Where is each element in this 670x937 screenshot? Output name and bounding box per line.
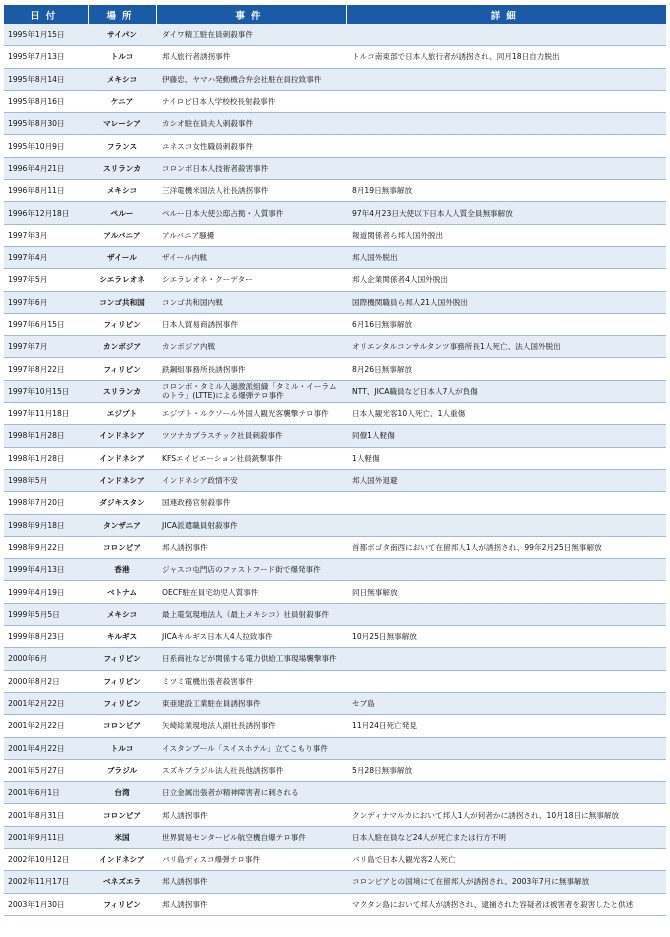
cell-detail	[346, 24, 666, 46]
cell-place: キルギス	[88, 626, 156, 648]
cell-event: カシオ駐在員夫人刺殺事件	[156, 113, 346, 135]
cell-detail: 報道関係者ら邦人国外脱出	[346, 224, 666, 246]
cell-event: ナイロビ日本人学校校長射殺事件	[156, 90, 346, 112]
cell-date: 1996年8月11日	[4, 180, 88, 202]
cell-event: バリ島ディスコ爆弾テロ事件	[156, 848, 346, 870]
cell-detail: オリエンタルコンサルタンツ事務所長1人死亡、法人国外脱出	[346, 336, 666, 358]
cell-event: ミツミ電機出張者殺害事件	[156, 670, 346, 692]
cell-date: 1997年11月18日	[4, 403, 88, 425]
cell-detail: 97年4月23日大使以下日本人人質全員無事解放	[346, 202, 666, 224]
cell-event: カンボジア内戦	[156, 336, 346, 358]
cell-event: コンゴ共和国内戦	[156, 291, 346, 313]
cell-event: ダイワ精工駐在員刺殺事件	[156, 24, 346, 46]
table-row	[4, 782, 666, 804]
cell-event: エジプト・ルクソール外国人観光客襲撃テロ事件	[156, 403, 346, 425]
table-row	[4, 135, 666, 157]
table-row	[4, 313, 666, 335]
cell-detail: 1人軽傷	[346, 447, 666, 469]
cell-event: 鉄鋼組事務所長誘拐事件	[156, 358, 346, 380]
table-row	[4, 425, 666, 447]
cell-date: 1999年4月19日	[4, 581, 88, 603]
cell-detail: 8月19日無事解放	[346, 180, 666, 202]
table-row	[4, 291, 666, 313]
table-row	[4, 157, 666, 179]
cell-event: ペルー日本大使公邸占拠・人質事件	[156, 202, 346, 224]
cell-event: ザイール内戦	[156, 246, 346, 268]
cell-place: ダジキスタン	[88, 492, 156, 514]
cell-detail: 8月26日無事解放	[346, 358, 666, 380]
cell-place: ザイール	[88, 246, 156, 268]
cell-date: 2003年1月30日	[4, 893, 88, 915]
cell-detail	[346, 648, 666, 670]
table-row	[4, 692, 666, 714]
cell-event: 日系商社などが関係する電力供給工事現場襲撃事件	[156, 648, 346, 670]
cell-detail: 5月28日無事解放	[346, 759, 666, 781]
cell-date: 2002年10月12日	[4, 848, 88, 870]
cell-detail: 邦人国外退避	[346, 469, 666, 491]
cell-date: 2002年11月17日	[4, 871, 88, 893]
cell-date: 1999年4月13日	[4, 559, 88, 581]
cell-place: サイパン	[88, 24, 156, 46]
cell-date: 1999年5月5日	[4, 603, 88, 625]
cell-date: 1995年8月14日	[4, 68, 88, 90]
cell-detail	[346, 559, 666, 581]
cell-detail: 11月24日死亡発見	[346, 715, 666, 737]
cell-date: 1999年8月23日	[4, 626, 88, 648]
cell-event: 邦人誘拐事件	[156, 536, 346, 558]
cell-place: アルバニア	[88, 224, 156, 246]
cell-detail: トルコ南東部で日本人旅行者が誘拐され、同月18日自力脱出	[346, 46, 666, 68]
cell-date: 1998年9月18日	[4, 514, 88, 536]
cell-date: 2000年8月2日	[4, 670, 88, 692]
cell-detail: 10月25日無事解放	[346, 626, 666, 648]
cell-detail	[346, 157, 666, 179]
cell-date: 1995年10月9日	[4, 135, 88, 157]
cell-date: 2001年9月11日	[4, 826, 88, 848]
cell-date: 1995年8月30日	[4, 113, 88, 135]
cell-detail	[346, 113, 666, 135]
table-row	[4, 871, 666, 893]
cell-event: ジャスコ屯門店のファストフード街で爆発事件	[156, 559, 346, 581]
cell-event: 日本人貿易商誘拐事件	[156, 313, 346, 335]
cell-place: メキシコ	[88, 68, 156, 90]
cell-date: 2001年2月22日	[4, 692, 88, 714]
table-row	[4, 269, 666, 291]
cell-date: 1997年4月	[4, 246, 88, 268]
cell-date: 1997年8月22日	[4, 358, 88, 380]
cell-place: トルコ	[88, 46, 156, 68]
cell-place: インドネシア	[88, 848, 156, 870]
table-row	[4, 403, 666, 425]
cell-place: シエラレオネ	[88, 269, 156, 291]
cell-detail	[346, 90, 666, 112]
cell-detail: セブ島	[346, 692, 666, 714]
table-row	[4, 715, 666, 737]
header-row	[4, 5, 666, 24]
cell-date: 1997年5月	[4, 269, 88, 291]
cell-detail: クンディナマルカにおいて邦人1人が何者かに誘拐され、10月18日に無事解放	[346, 804, 666, 826]
table-row	[4, 90, 666, 112]
cell-place: フィリピン	[88, 358, 156, 380]
cell-event: 矢崎総業現地法人副社長誘拐事件	[156, 715, 346, 737]
cell-event: 邦人誘拐事件	[156, 871, 346, 893]
header-date: 日付	[4, 5, 88, 24]
cell-detail: 国際機関職員ら邦人21人国外脱出	[346, 291, 666, 313]
table-body	[4, 24, 666, 915]
cell-place: フィリピン	[88, 648, 156, 670]
cell-event: 邦人旅行者誘拐事件	[156, 46, 346, 68]
table-row	[4, 202, 666, 224]
cell-date: 1998年1月28日	[4, 447, 88, 469]
cell-place: ベネズエラ	[88, 871, 156, 893]
incident-table	[4, 5, 666, 916]
cell-event: 日立金属出張者が精神障害者に刺される	[156, 782, 346, 804]
cell-place: ブラジル	[88, 759, 156, 781]
cell-event: ツツナカプラスチック社員刺殺事件	[156, 425, 346, 447]
table-row	[4, 246, 666, 268]
cell-date: 2000年6月	[4, 648, 88, 670]
cell-event: JICA派遣職員射殺事件	[156, 514, 346, 536]
cell-event: スズキブラジル法人社長他誘拐事件	[156, 759, 346, 781]
table-row	[4, 626, 666, 648]
table-row	[4, 336, 666, 358]
cell-event: 東亜建設工業駐在員誘拐事件	[156, 692, 346, 714]
cell-detail	[346, 514, 666, 536]
cell-event: 邦人誘拐事件	[156, 804, 346, 826]
cell-detail: 同日無事解放	[346, 581, 666, 603]
table-row	[4, 68, 666, 90]
cell-date: 1997年3月	[4, 224, 88, 246]
table-row	[4, 581, 666, 603]
cell-date: 1996年12月18日	[4, 202, 88, 224]
cell-detail: 首都ボゴタ南西において在留邦人1人が誘拐され、99年2月25日無事解放	[346, 536, 666, 558]
cell-place: コロンビア	[88, 804, 156, 826]
table-row	[4, 893, 666, 915]
cell-place: コロンビア	[88, 715, 156, 737]
cell-detail: マクタン島において邦人が誘拐され、逮捕された容疑者は被害者を殺害したと供述	[346, 893, 666, 915]
cell-place: メキシコ	[88, 180, 156, 202]
cell-date: 1997年10月15日	[4, 380, 88, 402]
cell-place: エジプト	[88, 403, 156, 425]
table-row	[4, 648, 666, 670]
cell-event: イスタンブール「スイスホテル」立てこもり事件	[156, 737, 346, 759]
table-row	[4, 224, 666, 246]
cell-detail: 6月16日無事解放	[346, 313, 666, 335]
cell-date: 1995年8月16日	[4, 90, 88, 112]
cell-detail: 日本人観光客10人死亡、1人重傷	[346, 403, 666, 425]
cell-detail	[346, 670, 666, 692]
table-row	[4, 848, 666, 870]
cell-detail	[346, 782, 666, 804]
cell-detail: バリ島で日本人観光客2人死亡	[346, 848, 666, 870]
table-row	[4, 380, 666, 402]
cell-date: 1998年5月	[4, 469, 88, 491]
cell-date: 1997年6月15日	[4, 313, 88, 335]
cell-detail	[346, 492, 666, 514]
cell-place: 米国	[88, 826, 156, 848]
cell-detail	[346, 603, 666, 625]
cell-place: マレーシア	[88, 113, 156, 135]
cell-event: コロンボ日本人技術者殺害事件	[156, 157, 346, 179]
cell-event: JICAキルギス日本人4人拉致事件	[156, 626, 346, 648]
cell-place: スリランカ	[88, 380, 156, 402]
cell-event: 三洋電機米国法人社長誘拐事件	[156, 180, 346, 202]
incident-table-container	[4, 5, 666, 916]
cell-event: ユネスコ女性職員刺殺事件	[156, 135, 346, 157]
table-row	[4, 180, 666, 202]
cell-event: コロンボ・タミル人過激派組織「タミル・イーラムのトラ」(LTTE)による爆弾テロ事件	[156, 380, 346, 402]
cell-detail	[346, 135, 666, 157]
cell-place: フィリピン	[88, 670, 156, 692]
cell-detail	[346, 737, 666, 759]
table-row	[4, 826, 666, 848]
cell-place: 香港	[88, 559, 156, 581]
cell-event: 世界貿易センタービル航空機自爆テロ事件	[156, 826, 346, 848]
table-row	[4, 536, 666, 558]
cell-date: 1998年1月28日	[4, 425, 88, 447]
cell-detail: 同僚1人軽傷	[346, 425, 666, 447]
cell-place: インドネシア	[88, 425, 156, 447]
cell-event: 国連政務官射殺事件	[156, 492, 346, 514]
cell-detail: 邦人企業関係者4人国外脱出	[346, 269, 666, 291]
cell-detail: コロンビアとの国境にて在留邦人が誘拐され、2003年7月に無事解放	[346, 871, 666, 893]
table-row	[4, 804, 666, 826]
table-row	[4, 24, 666, 46]
cell-date: 1997年7月	[4, 336, 88, 358]
cell-place: ケニア	[88, 90, 156, 112]
cell-detail: 日本人駐在員など24人が死亡または行方不明	[346, 826, 666, 848]
cell-place: スリランカ	[88, 157, 156, 179]
cell-date: 2001年6月1日	[4, 782, 88, 804]
cell-place: カンボジア	[88, 336, 156, 358]
table-row	[4, 603, 666, 625]
table-row	[4, 492, 666, 514]
table-row	[4, 759, 666, 781]
table-row	[4, 113, 666, 135]
cell-place: インドネシア	[88, 469, 156, 491]
cell-date: 1995年7月13日	[4, 46, 88, 68]
cell-place: トルコ	[88, 737, 156, 759]
cell-place: フィリピン	[88, 692, 156, 714]
cell-place: インドネシア	[88, 447, 156, 469]
table-row	[4, 737, 666, 759]
cell-date: 1997年6月	[4, 291, 88, 313]
cell-place: コンゴ共和国	[88, 291, 156, 313]
cell-event: 邦人誘拐事件	[156, 893, 346, 915]
cell-event: アルバニア騒擾	[156, 224, 346, 246]
cell-place: フランス	[88, 135, 156, 157]
cell-date: 2001年4月22日	[4, 737, 88, 759]
cell-date: 2001年2月22日	[4, 715, 88, 737]
cell-place: メキシコ	[88, 603, 156, 625]
cell-place: フィリピン	[88, 313, 156, 335]
table-row	[4, 469, 666, 491]
cell-place: ペルー	[88, 202, 156, 224]
table-row	[4, 559, 666, 581]
cell-place: タンザニア	[88, 514, 156, 536]
header-place: 場所	[88, 5, 156, 24]
cell-event: 伊藤忠、ヤマハ発動機合弁会社駐在員拉致事件	[156, 68, 346, 90]
table-row	[4, 670, 666, 692]
cell-date: 1998年7月20日	[4, 492, 88, 514]
cell-date: 1996年4月21日	[4, 157, 88, 179]
cell-place: 台湾	[88, 782, 156, 804]
header-detail: 詳細	[346, 5, 666, 24]
cell-detail	[346, 68, 666, 90]
table-header	[4, 5, 666, 24]
cell-date: 1995年1月15日	[4, 24, 88, 46]
cell-place: フィリピン	[88, 893, 156, 915]
cell-detail: 邦人国外脱出	[346, 246, 666, 268]
table-row	[4, 447, 666, 469]
cell-event: 最上電気現地法人（最上メキシコ）社員射殺事件	[156, 603, 346, 625]
cell-event: インドネシア政情不安	[156, 469, 346, 491]
header-event: 事件	[156, 5, 346, 24]
cell-date: 2001年5月27日	[4, 759, 88, 781]
table-row	[4, 514, 666, 536]
cell-place: コロンビア	[88, 536, 156, 558]
cell-event: KFSエイビエーション社員銃撃事件	[156, 447, 346, 469]
cell-date: 1998年9月22日	[4, 536, 88, 558]
cell-event: OECF駐在員宅幼児人質事件	[156, 581, 346, 603]
table-row	[4, 358, 666, 380]
cell-event: シエラレオネ・クーデター	[156, 269, 346, 291]
cell-place: ベトナム	[88, 581, 156, 603]
cell-detail: NTT、JICA職員など日本人7人が負傷	[346, 380, 666, 402]
table-row	[4, 46, 666, 68]
cell-date: 2001年8月31日	[4, 804, 88, 826]
